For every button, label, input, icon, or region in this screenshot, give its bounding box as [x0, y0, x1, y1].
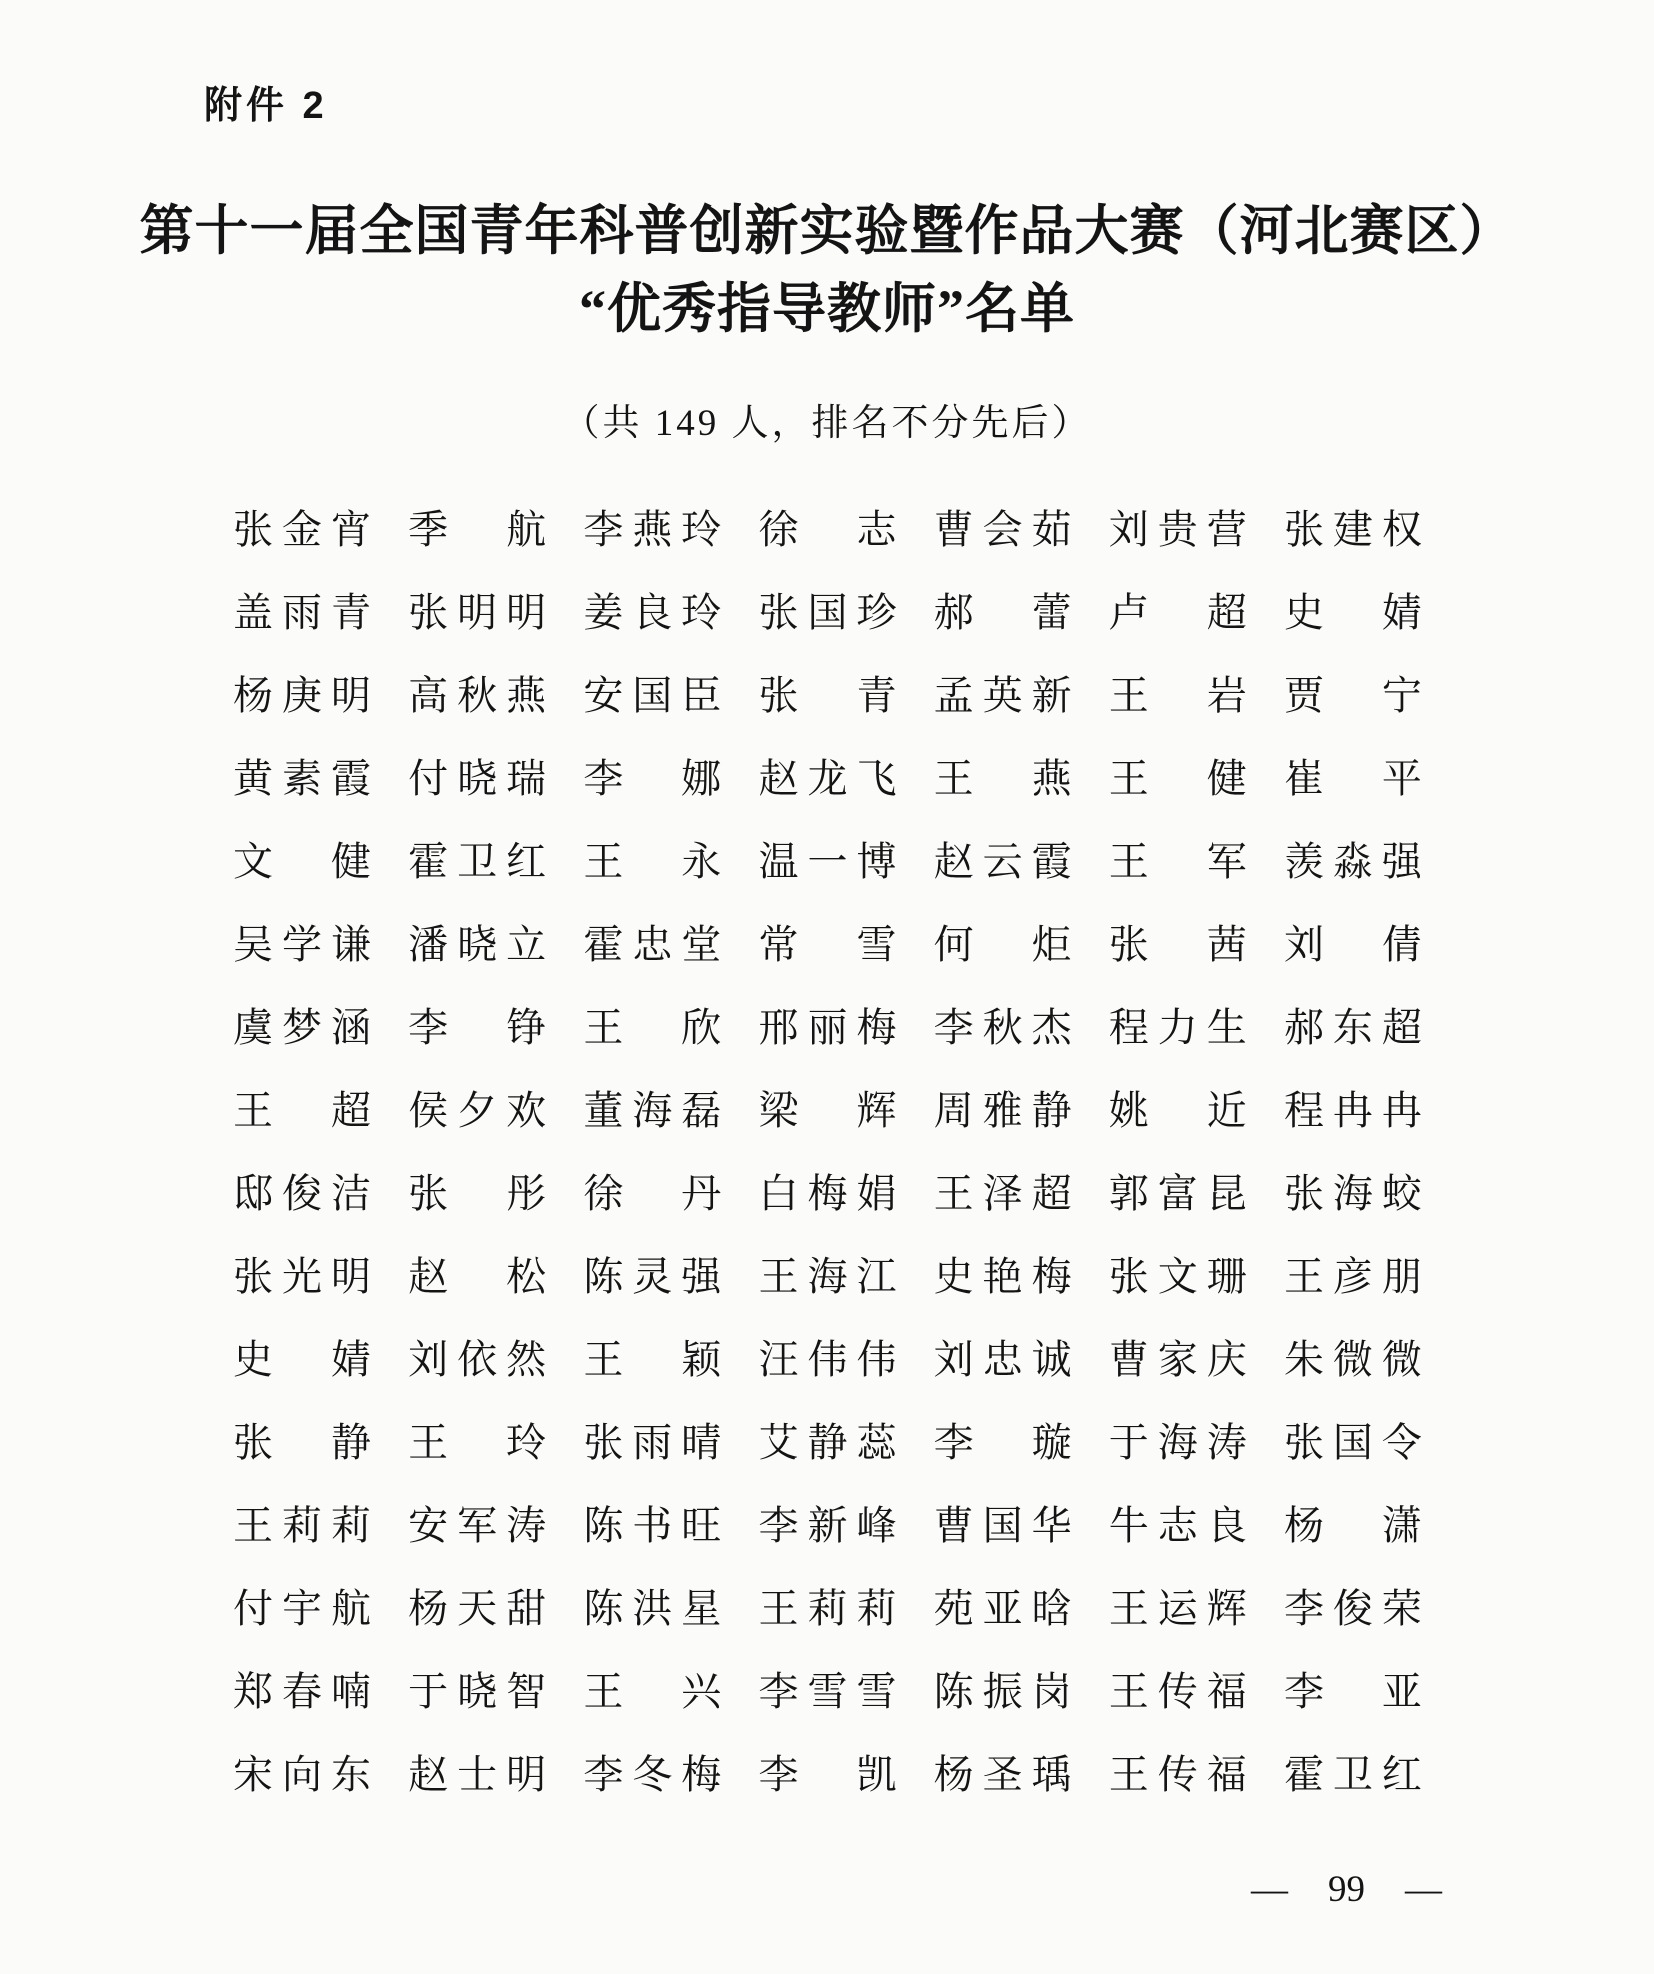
teacher-name: 郭富昆	[1108, 1170, 1256, 1216]
teacher-name: 赵龙飞	[758, 755, 906, 801]
teacher-name: 王传福	[1108, 1668, 1256, 1714]
name-row	[233, 1401, 1431, 1484]
page-number-dash-right: —	[1405, 1869, 1442, 1910]
teacher-name: 付宇航	[233, 1585, 380, 1631]
teacher-name: 张 静	[233, 1419, 380, 1465]
teacher-name: 侯夕欢	[408, 1087, 556, 1133]
teacher-name: 郝东超	[1283, 1004, 1431, 1050]
teacher-name: 王运辉	[1108, 1585, 1256, 1631]
teacher-name: 王 健	[1108, 755, 1256, 801]
teacher-name: 张国珍	[758, 589, 906, 635]
name-row	[233, 1650, 1431, 1733]
teacher-name: 李秋杰	[933, 1004, 1081, 1050]
teacher-name: 陈洪星	[583, 1585, 731, 1631]
teacher-name: 张 青	[758, 672, 906, 718]
names-grid	[233, 488, 1431, 1816]
teacher-name: 李俊荣	[1283, 1585, 1431, 1631]
teacher-name: 盖雨青	[233, 589, 380, 635]
teacher-name: 史艳梅	[933, 1253, 1081, 1299]
teacher-name: 张 彤	[408, 1170, 556, 1216]
teacher-name: 李 璇	[933, 1419, 1081, 1465]
teacher-name: 徐 丹	[583, 1170, 731, 1216]
teacher-name: 霍卫红	[1283, 1751, 1431, 1797]
name-row	[233, 571, 1431, 654]
teacher-name: 郑春喃	[233, 1668, 380, 1714]
name-row	[233, 737, 1431, 820]
teacher-name: 张国令	[1283, 1419, 1431, 1465]
name-row	[233, 820, 1431, 903]
name-row	[233, 1318, 1431, 1401]
teacher-name: 宋向东	[233, 1751, 380, 1797]
name-row	[233, 1152, 1431, 1235]
teacher-name: 常 雪	[758, 921, 906, 967]
teacher-name: 赵云霞	[933, 838, 1081, 884]
teacher-name: 郝 蕾	[933, 589, 1081, 635]
teacher-name: 王 永	[583, 838, 731, 884]
teacher-name: 王传福	[1108, 1751, 1256, 1797]
teacher-name: 霍忠堂	[583, 921, 731, 967]
teacher-name: 崔 平	[1283, 755, 1431, 801]
name-row	[233, 1484, 1431, 1567]
teacher-name: 牛志良	[1108, 1502, 1256, 1548]
teacher-name: 陈灵强	[583, 1253, 731, 1299]
name-row	[233, 1069, 1431, 1152]
teacher-name: 李冬梅	[583, 1751, 731, 1797]
teacher-name: 王 军	[1108, 838, 1256, 884]
name-row	[233, 1733, 1431, 1816]
teacher-name: 张雨晴	[583, 1419, 731, 1465]
teacher-name: 史 婧	[1283, 589, 1431, 635]
page-number-dash-left: —	[1251, 1869, 1288, 1910]
teacher-name: 李新峰	[758, 1502, 906, 1548]
name-row	[233, 654, 1431, 737]
teacher-name: 王泽超	[933, 1170, 1081, 1216]
teacher-name: 高秋燕	[408, 672, 556, 718]
teacher-name: 卢 超	[1108, 589, 1256, 635]
document-title-line2: “优秀指导教师”名单	[579, 279, 1075, 339]
teacher-name: 王 玲	[408, 1419, 556, 1465]
teacher-name: 何 炬	[933, 921, 1081, 967]
teacher-name: 杨天甜	[408, 1585, 556, 1631]
teacher-name: 贾 宁	[1283, 672, 1431, 718]
teacher-name: 汪伟伟	[758, 1336, 906, 1382]
teacher-name: 王彦朋	[1283, 1253, 1431, 1299]
page-number-value: 99	[1328, 1869, 1365, 1910]
teacher-name: 刘 倩	[1283, 921, 1431, 967]
teacher-name: 季 航	[408, 506, 556, 552]
teacher-name: 温一博	[758, 838, 906, 884]
teacher-name: 陈书旺	[583, 1502, 731, 1548]
teacher-name: 黄素霞	[233, 755, 380, 801]
teacher-name: 梁 辉	[758, 1087, 906, 1133]
teacher-name: 于海涛	[1108, 1419, 1256, 1465]
teacher-name: 李 亚	[1283, 1668, 1431, 1714]
teacher-name: 王 岩	[1108, 672, 1256, 718]
teacher-name: 王海江	[758, 1253, 906, 1299]
teacher-name: 霍卫红	[408, 838, 556, 884]
teacher-name: 杨庚明	[233, 672, 380, 718]
teacher-name: 李 娜	[583, 755, 731, 801]
teacher-name: 邸俊洁	[233, 1170, 380, 1216]
teacher-name: 王莉莉	[233, 1502, 380, 1548]
teacher-name: 安军涛	[408, 1502, 556, 1548]
teacher-name: 刘依然	[408, 1336, 556, 1382]
teacher-name: 羡淼强	[1283, 838, 1431, 884]
teacher-name: 付晓瑞	[408, 755, 556, 801]
teacher-name: 张金宵	[233, 506, 380, 552]
teacher-name: 曹家庆	[1108, 1336, 1256, 1382]
teacher-name: 徐 志	[758, 506, 906, 552]
page-number	[1251, 1868, 1442, 1911]
teacher-name: 孟英新	[933, 672, 1081, 718]
teacher-name: 刘忠诚	[933, 1336, 1081, 1382]
teacher-name: 虞梦涵	[233, 1004, 380, 1050]
document-subtitle: （共 149 人，排名不分先后）	[562, 403, 1092, 444]
teacher-name: 朱微微	[1283, 1336, 1431, 1382]
teacher-name: 张建权	[1283, 506, 1431, 552]
teacher-name: 张 茜	[1108, 921, 1256, 967]
teacher-name: 安国臣	[583, 672, 731, 718]
teacher-name: 曹国华	[933, 1502, 1081, 1548]
teacher-name: 艾静蕊	[758, 1419, 906, 1465]
teacher-name: 白梅娟	[758, 1170, 906, 1216]
teacher-name: 姜良玲	[583, 589, 731, 635]
teacher-name: 杨 潇	[1283, 1502, 1431, 1548]
teacher-name: 史 婧	[233, 1336, 380, 1382]
teacher-name: 李燕玲	[583, 506, 731, 552]
teacher-name: 王 颖	[583, 1336, 731, 1382]
teacher-name: 李 凯	[758, 1751, 906, 1797]
name-row	[233, 1235, 1431, 1318]
teacher-name: 姚 近	[1108, 1087, 1256, 1133]
teacher-name: 刘贵营	[1108, 506, 1256, 552]
teacher-name: 董海磊	[583, 1087, 731, 1133]
teacher-name: 王 超	[233, 1087, 380, 1133]
teacher-name: 张明明	[408, 589, 556, 635]
teacher-name: 吴学谦	[233, 921, 380, 967]
teacher-name: 赵 松	[408, 1253, 556, 1299]
name-row	[233, 488, 1431, 571]
teacher-name: 张海蛟	[1283, 1170, 1431, 1216]
teacher-name: 于晓智	[408, 1668, 556, 1714]
teacher-name: 王 欣	[583, 1004, 731, 1050]
teacher-name: 曹会茹	[933, 506, 1081, 552]
name-row	[233, 1567, 1431, 1650]
name-row	[233, 903, 1431, 986]
teacher-name: 赵士明	[408, 1751, 556, 1797]
teacher-name: 程冉冉	[1283, 1087, 1431, 1133]
attachment-label: 附件 2	[204, 85, 328, 127]
teacher-name: 张文珊	[1108, 1253, 1256, 1299]
teacher-name: 张光明	[233, 1253, 380, 1299]
teacher-name: 杨圣瑀	[933, 1751, 1081, 1797]
teacher-name: 陈振岗	[933, 1668, 1081, 1714]
teacher-name: 李雪雪	[758, 1668, 906, 1714]
teacher-name: 王 燕	[933, 755, 1081, 801]
teacher-name: 李 铮	[408, 1004, 556, 1050]
name-row	[233, 986, 1431, 1069]
document-title-line1: 第十一届全国青年科普创新实验暨作品大赛（河北赛区）	[139, 201, 1515, 261]
teacher-name: 王 兴	[583, 1668, 731, 1714]
teacher-name: 周雅静	[933, 1087, 1081, 1133]
teacher-name: 文 健	[233, 838, 380, 884]
teacher-name: 邢丽梅	[758, 1004, 906, 1050]
teacher-name: 程力生	[1108, 1004, 1256, 1050]
teacher-name: 王莉莉	[758, 1585, 906, 1631]
teacher-name: 潘晓立	[408, 921, 556, 967]
teacher-name: 苑亚晗	[933, 1585, 1081, 1631]
